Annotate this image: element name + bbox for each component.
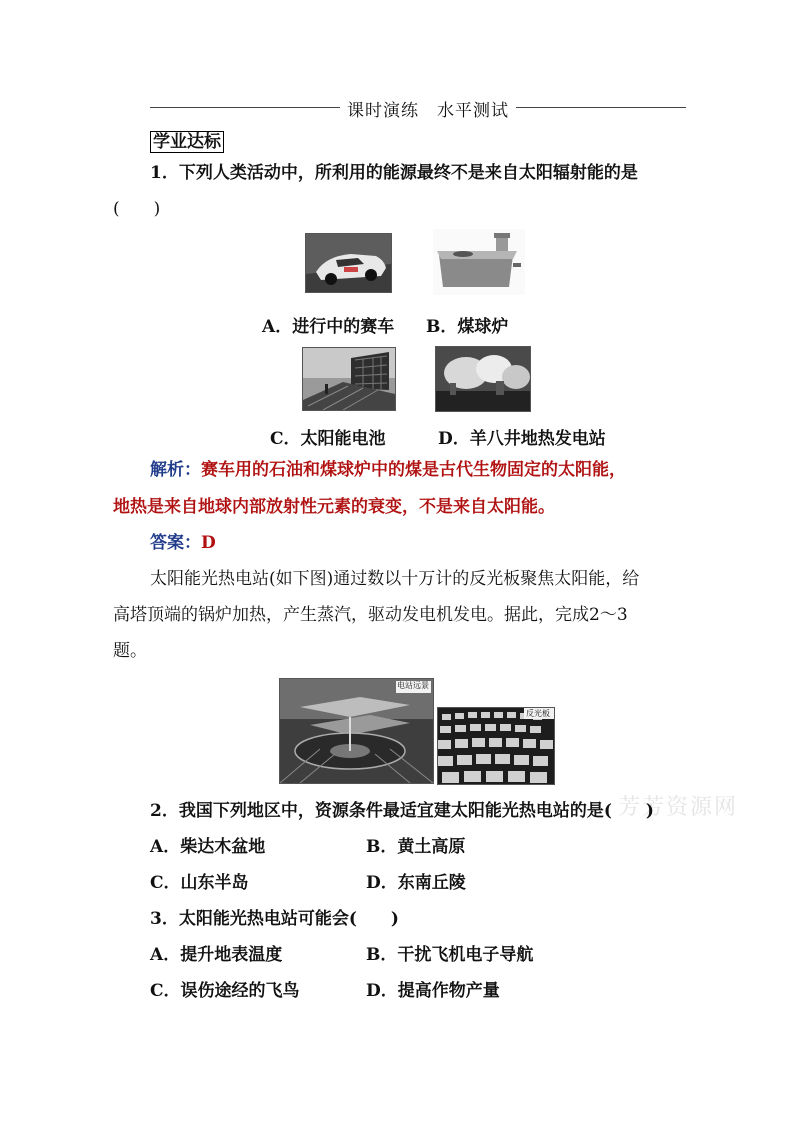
q3-option-b: B．干扰飞机电子导航 (366, 945, 534, 965)
header-rule-right (516, 107, 686, 108)
q3-option-a: A．提升地表温度 (150, 945, 283, 965)
q1-stem: 1．下列人类活动中，所利用的能源最终不是来自太阳辐射能的是 (150, 163, 638, 183)
analysis-label: 解析： (150, 460, 201, 480)
q1-answer (150, 533, 216, 553)
figure-label-left: 电站远景 (397, 681, 429, 690)
geothermal-plant-image (435, 346, 531, 412)
passage-line3: 题。 (113, 641, 147, 661)
q2-stem: 2．我国下列地区中，资源条件最适宜建太阳能光热电站的是( ) (150, 801, 654, 821)
analysis-line2: 地热是来自地球内部放射性元素的衰变，不是来自太阳能。 (113, 497, 555, 517)
power-station-distant-image (279, 678, 434, 784)
q1-option-c: C．太阳能电池 (270, 429, 386, 449)
answer-value: D (201, 533, 216, 553)
q2-option-b: B．黄土高原 (366, 837, 466, 857)
q2-option-c: C．山东半岛 (150, 873, 249, 893)
section-tag: 学业达标 (150, 131, 224, 153)
q1-option-d: D．羊八井地热发电站 (438, 429, 606, 449)
q1-option-b: B．煤球炉 (426, 317, 509, 337)
solar-panel-image (302, 347, 396, 411)
q2-option-d: D．东南丘陵 (366, 873, 466, 893)
header-rule-left (150, 107, 340, 108)
race-car-image (305, 233, 392, 293)
figure-label-right: 反光板 (526, 709, 550, 718)
passage-line2: 高塔顶端的锅炉加热，产生蒸汽，驱动发电机发电。据此，完成2～3 (113, 605, 628, 625)
q2-option-a: A．柴达木盆地 (150, 837, 266, 857)
watermark: 芳芳资源网 (618, 795, 739, 820)
answer-label: 答案： (150, 533, 201, 553)
coal-stove-image (433, 229, 525, 295)
q1-paren: ( ) (113, 199, 161, 219)
q3-stem: 3．太阳能光热电站可能会( ) (150, 909, 399, 929)
q1-option-a: A．进行中的赛车 (262, 317, 395, 337)
q3-option-c: C．误伤途经的飞鸟 (150, 981, 300, 1001)
header-title: 课时演练 水平测试 (347, 101, 509, 121)
reflector-panels-image (437, 707, 555, 785)
q3-option-d: D．提高作物产量 (366, 981, 500, 1001)
passage-line1: 太阳能光热电站(如下图)通过数以十万计的反光板聚焦太阳能，给 (150, 569, 640, 589)
q1-analysis (150, 460, 626, 480)
analysis-line1: 赛车用的石油和煤球炉中的煤是古代生物固定的太阳能， (201, 460, 626, 480)
